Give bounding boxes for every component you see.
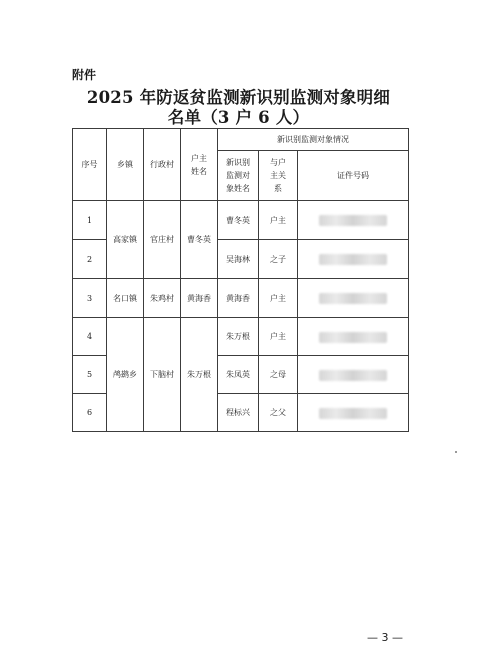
member-name-cell: 曹冬英	[218, 201, 259, 240]
seq-cell: 2	[73, 240, 107, 279]
householder-cell: 曹冬英	[181, 201, 218, 279]
township-cell: 鸬鹚乡	[107, 318, 144, 432]
scan-speck	[455, 451, 457, 453]
header-relation: 与户主关系	[259, 151, 298, 201]
member-name-cell: 朱万根	[218, 318, 259, 356]
member-name-cell: 程标兴	[218, 394, 259, 432]
relation-cell: 之母	[259, 356, 298, 394]
attachment-label: 附件	[72, 68, 97, 82]
relation-cell: 户主	[259, 279, 298, 318]
header-township: 乡镇	[107, 129, 144, 201]
redaction-blur	[319, 332, 387, 343]
table-row	[73, 279, 409, 318]
id-cell-redacted	[298, 279, 409, 318]
relation-cell: 之父	[259, 394, 298, 432]
redaction-blur	[319, 215, 387, 226]
id-cell-redacted	[298, 394, 409, 432]
redaction-blur	[319, 408, 387, 419]
member-name-cell: 吴海林	[218, 240, 259, 279]
id-cell-redacted	[298, 318, 409, 356]
monitoring-table	[72, 128, 409, 432]
redaction-blur	[319, 293, 387, 304]
header-id: 证件号码	[298, 151, 409, 201]
village-cell: 朱鸡村	[144, 279, 181, 318]
township-cell: 名口镇	[107, 279, 144, 318]
householder-cell: 朱万根	[181, 318, 218, 432]
id-cell-redacted	[298, 240, 409, 279]
village-cell: 官庄村	[144, 201, 181, 279]
relation-cell: 户主	[259, 201, 298, 240]
id-cell-redacted	[298, 201, 409, 240]
village-cell: 下脑村	[144, 318, 181, 432]
township-cell: 高家镇	[107, 201, 144, 279]
seq-cell: 1	[73, 201, 107, 240]
header-village: 行政村	[144, 129, 181, 201]
header-seq: 序号	[73, 129, 107, 201]
id-cell-redacted	[298, 356, 409, 394]
table-row	[73, 318, 409, 356]
relation-cell: 户主	[259, 318, 298, 356]
seq-cell: 6	[73, 394, 107, 432]
header-name: 新识别监测对象姓名	[218, 151, 259, 201]
relation-cell: 之子	[259, 240, 298, 279]
page-number: — 3 —	[367, 631, 403, 644]
document-title: 2025 年防返贫监测新识别监测对象明细	[86, 88, 391, 107]
table-row	[73, 201, 409, 240]
seq-cell: 3	[73, 279, 107, 318]
redaction-blur	[319, 370, 387, 381]
header-group: 新识别监测对象情况	[218, 129, 409, 151]
document-title-line2: 名单（3 户 6 人）	[167, 108, 310, 127]
member-name-cell: 朱凤英	[218, 356, 259, 394]
seq-cell: 5	[73, 356, 107, 394]
householder-cell: 黄海香	[181, 279, 218, 318]
redaction-blur	[319, 254, 387, 265]
seq-cell: 4	[73, 318, 107, 356]
header-householder: 户主姓名	[181, 129, 218, 201]
member-name-cell: 黄海香	[218, 279, 259, 318]
